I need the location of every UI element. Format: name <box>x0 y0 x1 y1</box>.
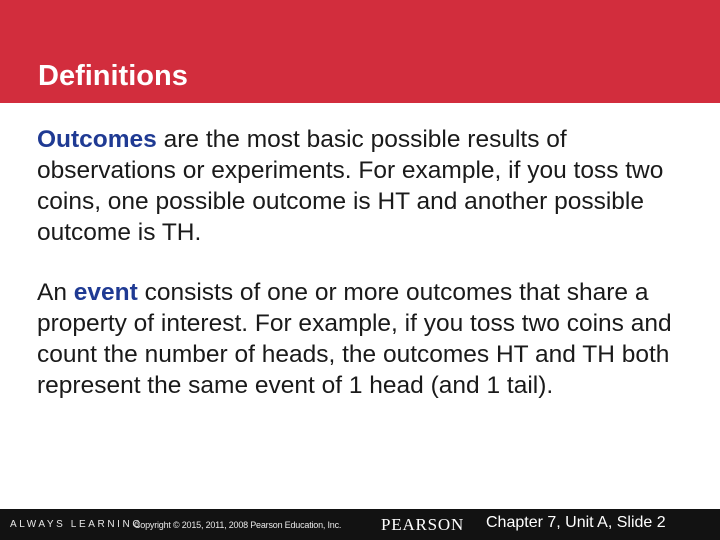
pearson-logo: PEARSON <box>381 515 465 534</box>
slide-number: Chapter 7, Unit A, Slide 2 <box>486 514 666 531</box>
paragraph-event-text: consists of one or more outcomes that share a property of interest. For example, if you toss two coins and count the number of heads, the outcomes HT and TH both represent the same event of 1 head (and 1 tail). <box>37 279 672 399</box>
paragraph-outcomes <box>37 124 697 248</box>
footer-copyright: Copyright © 2015, 2011, 2008 Pearson Education, Inc. <box>134 520 342 530</box>
term-outcomes: Outcomes <box>37 126 157 153</box>
slide-header <box>0 0 720 103</box>
slide-body <box>37 124 697 401</box>
footer-tagline: ALWAYS LEARNING <box>10 519 143 530</box>
slide-title: Definitions <box>38 60 188 92</box>
slide-footer <box>0 509 720 540</box>
paragraph-event <box>37 277 697 401</box>
term-event: event <box>73 279 138 306</box>
paragraph-event-prefix: An <box>37 279 74 306</box>
paragraph-outcomes-text: are the most basic possible results of observations or experiments. For example, if you toss two coins, one possible outcome is HT and another possible outcome is TH. <box>37 126 664 246</box>
